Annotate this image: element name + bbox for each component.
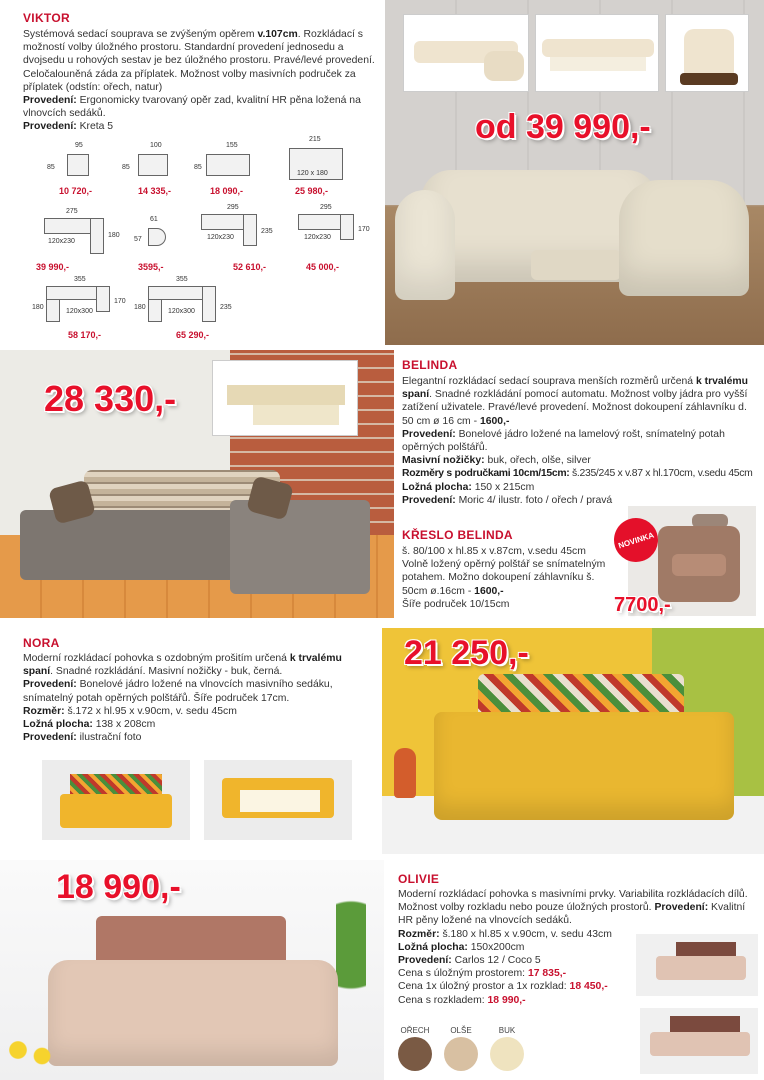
module-schematic-corner — [202, 286, 216, 322]
olivie-price3: 18 990,- — [487, 994, 526, 1006]
viktor-diagram-5 — [30, 206, 120, 276]
module-schematic-corner — [96, 286, 110, 312]
belinda-thumb-bed — [212, 360, 358, 436]
dim-width: 95 — [75, 142, 83, 149]
dim-bed: 120x300 — [168, 308, 195, 315]
kreslo-desc: Volně ložený opěrný polštář se snímatelným potahem. Možno dokoupení záhlavníku š. 50cm ø.16cm - — [402, 559, 606, 597]
dim-depth-right: 235 — [220, 304, 232, 311]
module-schematic — [138, 154, 168, 176]
nora-bed-label: Ložná plocha: — [23, 719, 93, 731]
dim-bed: 120x230 — [304, 234, 331, 241]
viktor-thumb-corner — [403, 14, 529, 92]
module-price: 14 335,- — [138, 186, 172, 196]
belinda-legs-label: Masivní nožičky: — [402, 455, 485, 467]
swatch-label: OŘECH — [400, 1026, 430, 1035]
dim-width: 61 — [150, 216, 158, 223]
viktor-photo — [385, 0, 764, 345]
dim-bed: 120x300 — [66, 308, 93, 315]
olivie-price2: 18 450,- — [569, 981, 608, 993]
dim-depth: 235 — [261, 228, 273, 235]
viktor-diagram-10 — [132, 276, 242, 344]
kreslo-description — [402, 545, 616, 611]
olivie-price: 18 990,- — [56, 868, 181, 906]
nora-thumb-open — [204, 760, 352, 840]
belinda-title: BELINDA — [402, 358, 458, 372]
dim-depth: 180 — [134, 304, 146, 311]
olivie-desc-text: Moderní rozkládací pohovka s masivními prvky. Variabilita rozkládacích dílů. Možnost volby rozkladu nebo pouze úložných prostorů. — [398, 889, 748, 914]
module-price: 58 170,- — [68, 330, 102, 340]
viktor-prov2-label: Provedení: — [23, 121, 77, 133]
olivie-prov-label: Provedení: — [654, 902, 709, 914]
olivie-title: OLIVIE — [398, 872, 440, 886]
flowers — [0, 1020, 60, 1080]
olivie-prov2-text: Carlos 12 / Coco 5 — [451, 955, 541, 967]
nora-text — [23, 636, 373, 744]
olivie-prov2-label: Provedení: — [398, 955, 452, 967]
olivie-price1: 17 835,- — [527, 968, 567, 980]
belinda-dims-text: š.235/245 x v.87 x hl.170cm, v.sedu 45cm — [569, 468, 753, 480]
dim-width: 355 — [74, 276, 86, 283]
viktor-thumb-bed — [535, 14, 659, 92]
kreslo-headrest-price: 1600,- — [474, 585, 504, 597]
belinda-legs-text: buk, ořech, olše, silver — [484, 455, 591, 467]
dim-bed: 120 x 180 — [297, 170, 328, 177]
belinda-prov2-label: Provedení: — [402, 494, 456, 506]
nora-description — [23, 652, 373, 744]
olivie-sofa — [48, 960, 338, 1066]
viktor-desc-bold: v.107cm — [257, 29, 298, 40]
dim-depth-right: 170 — [114, 298, 126, 305]
module-schematic-corner — [340, 214, 354, 240]
dim-depth: 85 — [122, 164, 130, 171]
module-schematic-corner — [243, 214, 257, 246]
belinda-prov-label: Provedení: — [402, 428, 456, 440]
kreslo-text — [402, 528, 616, 611]
nora-dims-text: š.172 x hl.95 x v.90cm, v. sedu 45cm — [64, 705, 237, 717]
belinda-bed-label: Ložná plocha: — [402, 481, 472, 493]
viktor-diagram-4 — [285, 134, 355, 200]
swatch-circle — [398, 1037, 432, 1071]
nora-prov-label: Provedení: — [23, 679, 77, 691]
viktor-section — [0, 0, 764, 345]
belinda-desc-text: Elegantní rozkládací sedací souprava menších rozměrů určená — [402, 376, 696, 387]
olivie-prov-text: Kvalitní HR pěny ložené na vlnovcích sedáků. — [398, 902, 746, 927]
nora-bed-text: 138 x 208cm — [92, 719, 156, 731]
nora-thumb-closed — [42, 760, 190, 840]
olivie-photo — [0, 860, 384, 1080]
plant — [336, 900, 366, 1050]
olivie-thumb-bed — [640, 1008, 758, 1074]
belinda-text — [402, 358, 754, 507]
belinda-prov-text: Bonelové jádro ložené na lamelový rošt, snímatelný potah opěrných polštářů. — [402, 428, 725, 454]
viktor-diagram-7 — [195, 202, 285, 276]
belinda-bed-text: 150 x 215cm — [471, 481, 535, 493]
belinda-description — [402, 375, 754, 507]
nora-desc-bold: k trvalému spaní — [23, 653, 342, 678]
nora-desc-text-2: . Snadné rozkládání. Masivní nožičky - buk, černá. — [50, 666, 283, 678]
module-schematic-corner — [90, 218, 104, 254]
kreslo-armrest: Šíře područek 10/15cm — [402, 598, 510, 610]
nora-sofa — [434, 712, 734, 820]
swatch-circle — [490, 1037, 524, 1071]
viktor-desc-text-2: . Rozkládací s možností volby úložného prostoru. Standardní provedení jednosedu a dvojsedu u rohových sestav je bez úložného prostoru. Pravé/levé provedení. Celočalouněná záda za příplatek. Možnost volby masivních područek za příplatek (odstín: ořech, natur) — [23, 29, 375, 93]
olivie-price1-label: Cena s úložným prostorem: — [398, 968, 528, 980]
dim-depth: 57 — [134, 236, 142, 243]
viktor-description — [23, 28, 379, 134]
swatch-label: OLŠE — [450, 1026, 472, 1035]
module-price: 25 980,- — [295, 186, 329, 196]
swatch-label: BUK — [498, 1026, 516, 1035]
module-schematic — [67, 154, 89, 176]
sofa-recliner-footrest — [531, 250, 621, 280]
viktor-thumb-armchair — [665, 14, 749, 92]
sofa-left-arm — [395, 190, 455, 300]
belinda-chaise — [230, 500, 370, 594]
dim-width: 100 — [150, 142, 162, 149]
nora-title: NORA — [23, 636, 60, 650]
belinda-price: 28 330,- — [44, 378, 177, 419]
dim-depth: 85 — [194, 164, 202, 171]
viktor-diagram-3 — [192, 140, 262, 200]
module-price: 39 990,- — [36, 262, 70, 272]
dim-depth: 170 — [358, 226, 370, 233]
viktor-desc-text: Systémová sedací souprava se zvýšeným opěrem — [23, 29, 258, 40]
dim-width: 275 — [66, 208, 78, 215]
viktor-diagram-1 — [45, 140, 105, 200]
dim-bed: 120x230 — [207, 234, 234, 241]
module-schematic — [148, 228, 166, 246]
viktor-diagram-2 — [120, 140, 180, 200]
nora-prov2-label: Provedení: — [23, 732, 77, 744]
belinda-prov2-text: Moric 4/ ilustr. foto / ořech / pravá — [455, 494, 613, 506]
viktor-title: VIKTOR — [23, 11, 70, 25]
swatch-olse — [444, 1026, 478, 1071]
belinda-desc-price: 1600,- — [479, 415, 510, 427]
kreslo-price: 7700,- — [614, 594, 671, 616]
swatch-orech — [398, 1026, 432, 1071]
viktor-price: od 39 990,- — [475, 108, 651, 146]
olivie-bed-label: Ložná plocha: — [398, 941, 468, 953]
kreslo-title: KŘESLO BELINDA — [402, 528, 513, 542]
module-price: 10 720,- — [59, 186, 93, 196]
swatch-buk — [490, 1026, 524, 1071]
module-price: 52 610,- — [233, 262, 267, 272]
swatch-circle — [444, 1037, 478, 1071]
belinda-desc-text-2: . Snadné rozkládání pomocí automatu. Možnost volby jádra pro vyšší zatížení uživatele. Pravé/levé provedení. Možnost dokoupení záhlavníku d. 50 cm ø 16 cm - — [402, 389, 748, 427]
belinda-desc-bold: k trvalému spaní — [402, 376, 748, 401]
olivie-dims-label: Rozměr: — [398, 928, 440, 940]
module-price: 3595,- — [138, 262, 164, 272]
olivie-swatches — [398, 1026, 538, 1076]
olivie-thumb-storage — [636, 934, 758, 996]
dim-depth: 180 — [32, 304, 44, 311]
kreslo-dims: š. 80/100 x hl.85 x v.87cm, v.sedu 45cm — [402, 546, 586, 557]
dim-depth: 85 — [47, 164, 55, 171]
nora-prov2-text: ilustrační foto — [76, 732, 142, 744]
module-price: 65 290,- — [176, 330, 210, 340]
nora-photo — [382, 628, 764, 854]
nora-prov-text: Bonelové jádro ložené na vlnovcích masivního sedáku, snímatelný potah opěrných polštářů. Šíře područek 17cm. — [23, 679, 333, 704]
dim-width: 155 — [226, 142, 238, 149]
viktor-diagram-8 — [292, 202, 372, 276]
olivie-price3-label: Cena s rozkladem: — [398, 994, 488, 1006]
viktor-diagram-9 — [30, 276, 130, 344]
module-price: 18 090,- — [210, 186, 244, 196]
nora-price: 21 250,- — [404, 634, 529, 672]
belinda-dims-label: Rozměry s područkami 10cm/15cm: — [402, 468, 570, 480]
kreslo-seat — [672, 554, 726, 576]
olivie-dims-text: š.180 x hl.85 x v.90cm, v. sedu 43cm — [439, 928, 612, 940]
viktor-prov-label: Provedení: — [23, 95, 77, 107]
olivie-price2-label: Cena 1x úložný prostor a 1x rozklad: — [398, 981, 570, 993]
module-schematic — [206, 154, 250, 176]
dim-width: 295 — [227, 204, 239, 211]
nora-desc-text: Moderní rozkládací pohovka s ozdobným prošitím určená — [23, 653, 290, 664]
viktor-prov-text: Ergonomicky tvarovaný opěr zad, kvalitní HR pěna ložená na vlnovcích sedáků. — [23, 95, 361, 120]
dim-bed: 120x230 — [48, 238, 75, 245]
armchair — [619, 180, 749, 296]
viktor-diagram-6 — [132, 214, 192, 276]
novinka-label: NOVINKA — [617, 530, 655, 550]
dim-depth: 180 — [108, 232, 120, 239]
dim-width: 295 — [320, 204, 332, 211]
dim-width: 215 — [309, 136, 321, 143]
viktor-prov2-text: Kreta 5 — [76, 121, 114, 133]
nora-dims-label: Rozměr: — [23, 705, 65, 717]
vase — [394, 748, 416, 798]
module-price: 45 000,- — [306, 262, 340, 272]
dim-width: 355 — [176, 276, 188, 283]
olivie-bed-text: 150x200cm — [467, 941, 525, 953]
belinda-photo — [0, 350, 394, 618]
